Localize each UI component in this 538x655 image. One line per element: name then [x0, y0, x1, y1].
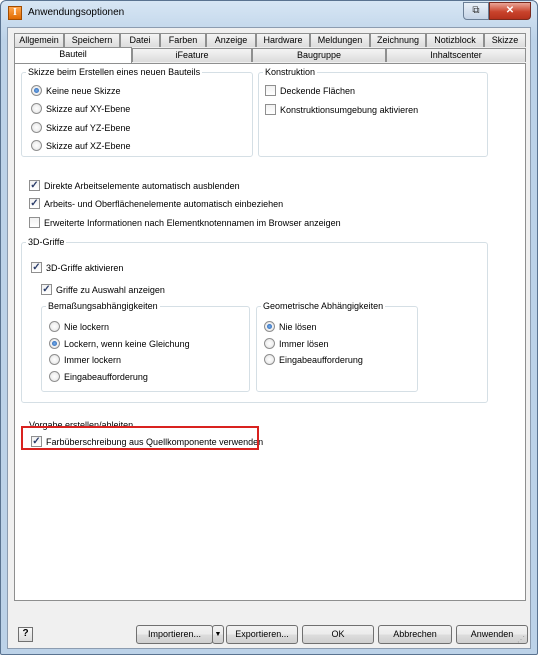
radio-indicator[interactable] [264, 338, 275, 349]
radio-indicator[interactable] [49, 371, 60, 382]
radio-no-sketch[interactable] [31, 84, 121, 97]
option-label: Direkte Arbeitselemente automatisch ausblenden [44, 180, 240, 191]
export-button[interactable]: Exportieren... [226, 625, 298, 644]
option-label: Lockern, wenn keine Gleichung [64, 338, 190, 349]
radio-dim-prompt[interactable] [49, 370, 148, 383]
tab-skizze[interactable]: Skizze [484, 33, 526, 47]
option-label: Farbüberschreibung aus Quellkomponente verwenden [46, 436, 264, 447]
tab-hardware[interactable]: Hardware [256, 33, 310, 47]
option-label: Eingabeaufforderung [64, 371, 148, 382]
bauteil-tab-panel [14, 63, 526, 601]
radio-indicator[interactable] [49, 338, 60, 349]
option-label: Nie lockern [64, 321, 110, 332]
grips-group-legend: 3D-Griffe [28, 237, 65, 247]
radio-indicator[interactable] [31, 122, 42, 133]
option-label: Eingabeaufforderung [279, 354, 363, 365]
tab-speichern[interactable]: Speichern [64, 33, 120, 47]
resize-grip-icon[interactable]: ⋰ [517, 635, 525, 644]
restore-icon[interactable]: ⧉ [463, 2, 489, 20]
option-label: Skizze auf YZ-Ebene [46, 122, 131, 133]
window-title: Anwendungsoptionen [28, 7, 125, 18]
import-button[interactable]: Importieren... [136, 625, 213, 644]
checkbox[interactable]: ✓ [42, 284, 51, 295]
radio-never-relax[interactable] [49, 320, 109, 333]
checkbox[interactable]: ✓ [32, 436, 41, 447]
tab-meldungen[interactable]: Meldungen [310, 33, 370, 47]
option-label: Immer lösen [279, 338, 329, 349]
radio-sketch-xy[interactable] [31, 102, 130, 115]
checkbox[interactable]: ✓ [32, 262, 41, 273]
radio-indicator[interactable] [49, 321, 60, 332]
dialog-client-area [7, 27, 531, 649]
radio-sketch-yz[interactable] [31, 121, 130, 134]
check-show-grips-on-select[interactable] [41, 283, 165, 296]
radio-indicator[interactable] [264, 321, 275, 332]
tab-bauteil[interactable]: Bauteil [14, 47, 132, 63]
cancel-button[interactable]: Abbrechen [378, 625, 452, 644]
option-label: Nie lösen [279, 321, 317, 332]
sketch-group-legend: Skizze beim Erstellen eines neuen Bauteils [28, 67, 201, 77]
radio-indicator[interactable] [264, 354, 275, 365]
inventor-app-icon: I [8, 6, 22, 20]
check-extended-browser-info[interactable] [29, 216, 341, 229]
checkbox[interactable]: ✓ [30, 198, 39, 209]
checkbox[interactable] [29, 217, 40, 228]
radio-indicator[interactable] [49, 354, 60, 365]
option-label: Arbeits- und Oberflächenelemente automatisch einbeziehen [44, 198, 284, 209]
radio-relax-no-equation[interactable] [49, 337, 190, 350]
radio-indicator[interactable] [31, 140, 42, 151]
tab-inhaltscenter[interactable]: Inhaltscenter [386, 48, 526, 62]
tab-notizblock[interactable]: Notizblock [426, 33, 484, 47]
radio-always-relax[interactable] [49, 353, 121, 366]
dim-dependencies-legend: Bemaßungsabhängigkeiten [48, 301, 158, 311]
import-dropdown-arrow-icon[interactable]: ▼ [212, 625, 224, 644]
highlight-box [21, 426, 259, 450]
ok-button[interactable]: OK [302, 625, 374, 644]
check-hide-work-features[interactable] [29, 179, 240, 192]
checkbox[interactable]: ✓ [30, 180, 39, 191]
radio-indicator[interactable] [31, 103, 42, 114]
option-label: Erweiterte Informationen nach Elementknotennamen im Browser anzeigen [44, 217, 341, 228]
close-icon[interactable]: ✕ [489, 2, 531, 20]
checkbox[interactable] [265, 104, 276, 115]
geo-dependencies-legend: Geometrische Abhängigkeiten [263, 301, 384, 311]
tab-anzeige[interactable]: Anzeige [206, 33, 256, 47]
help-button[interactable]: ? [18, 627, 33, 642]
tab-zeichnung[interactable]: Zeichnung [370, 33, 426, 47]
check-include-work-surfaces[interactable] [29, 197, 283, 210]
tab-ifeature[interactable]: iFeature [132, 48, 252, 62]
radio-indicator[interactable] [31, 85, 42, 96]
tab-farben[interactable]: Farben [160, 33, 206, 47]
checkbox[interactable] [265, 85, 276, 96]
radio-geo-prompt[interactable] [264, 353, 363, 366]
apply-button[interactable]: Anwenden [456, 625, 528, 644]
radio-sketch-xz[interactable] [31, 139, 131, 152]
option-label: Konstruktionsumgebung aktivieren [280, 104, 419, 115]
tab-baugruppe[interactable]: Baugruppe [252, 48, 386, 62]
radio-never-solve[interactable] [264, 320, 317, 333]
option-label: Griffe zu Auswahl anzeigen [56, 284, 165, 295]
option-label: Deckende Flächen [280, 85, 356, 96]
option-label: Immer lockern [64, 354, 122, 365]
radio-always-solve[interactable] [264, 337, 329, 350]
tab-allgemein[interactable]: Allgemein [14, 33, 64, 47]
check-enable-3d-grips[interactable] [31, 261, 123, 274]
option-label: Skizze auf XZ-Ebene [46, 140, 131, 151]
check-opaque-surfaces[interactable] [265, 84, 355, 97]
option-label: Skizze auf XY-Ebene [46, 103, 131, 114]
option-label: Keine neue Skizze [46, 85, 121, 96]
construction-group-legend: Konstruktion [265, 67, 316, 77]
default-group-legend: Vorgabe erstellen/ableiten [29, 419, 134, 430]
tab-datei[interactable]: Datei [120, 33, 160, 47]
title-bar[interactable] [1, 1, 537, 27]
check-construction-env[interactable] [265, 103, 418, 116]
option-label: 3D-Griffe aktivieren [46, 262, 124, 273]
